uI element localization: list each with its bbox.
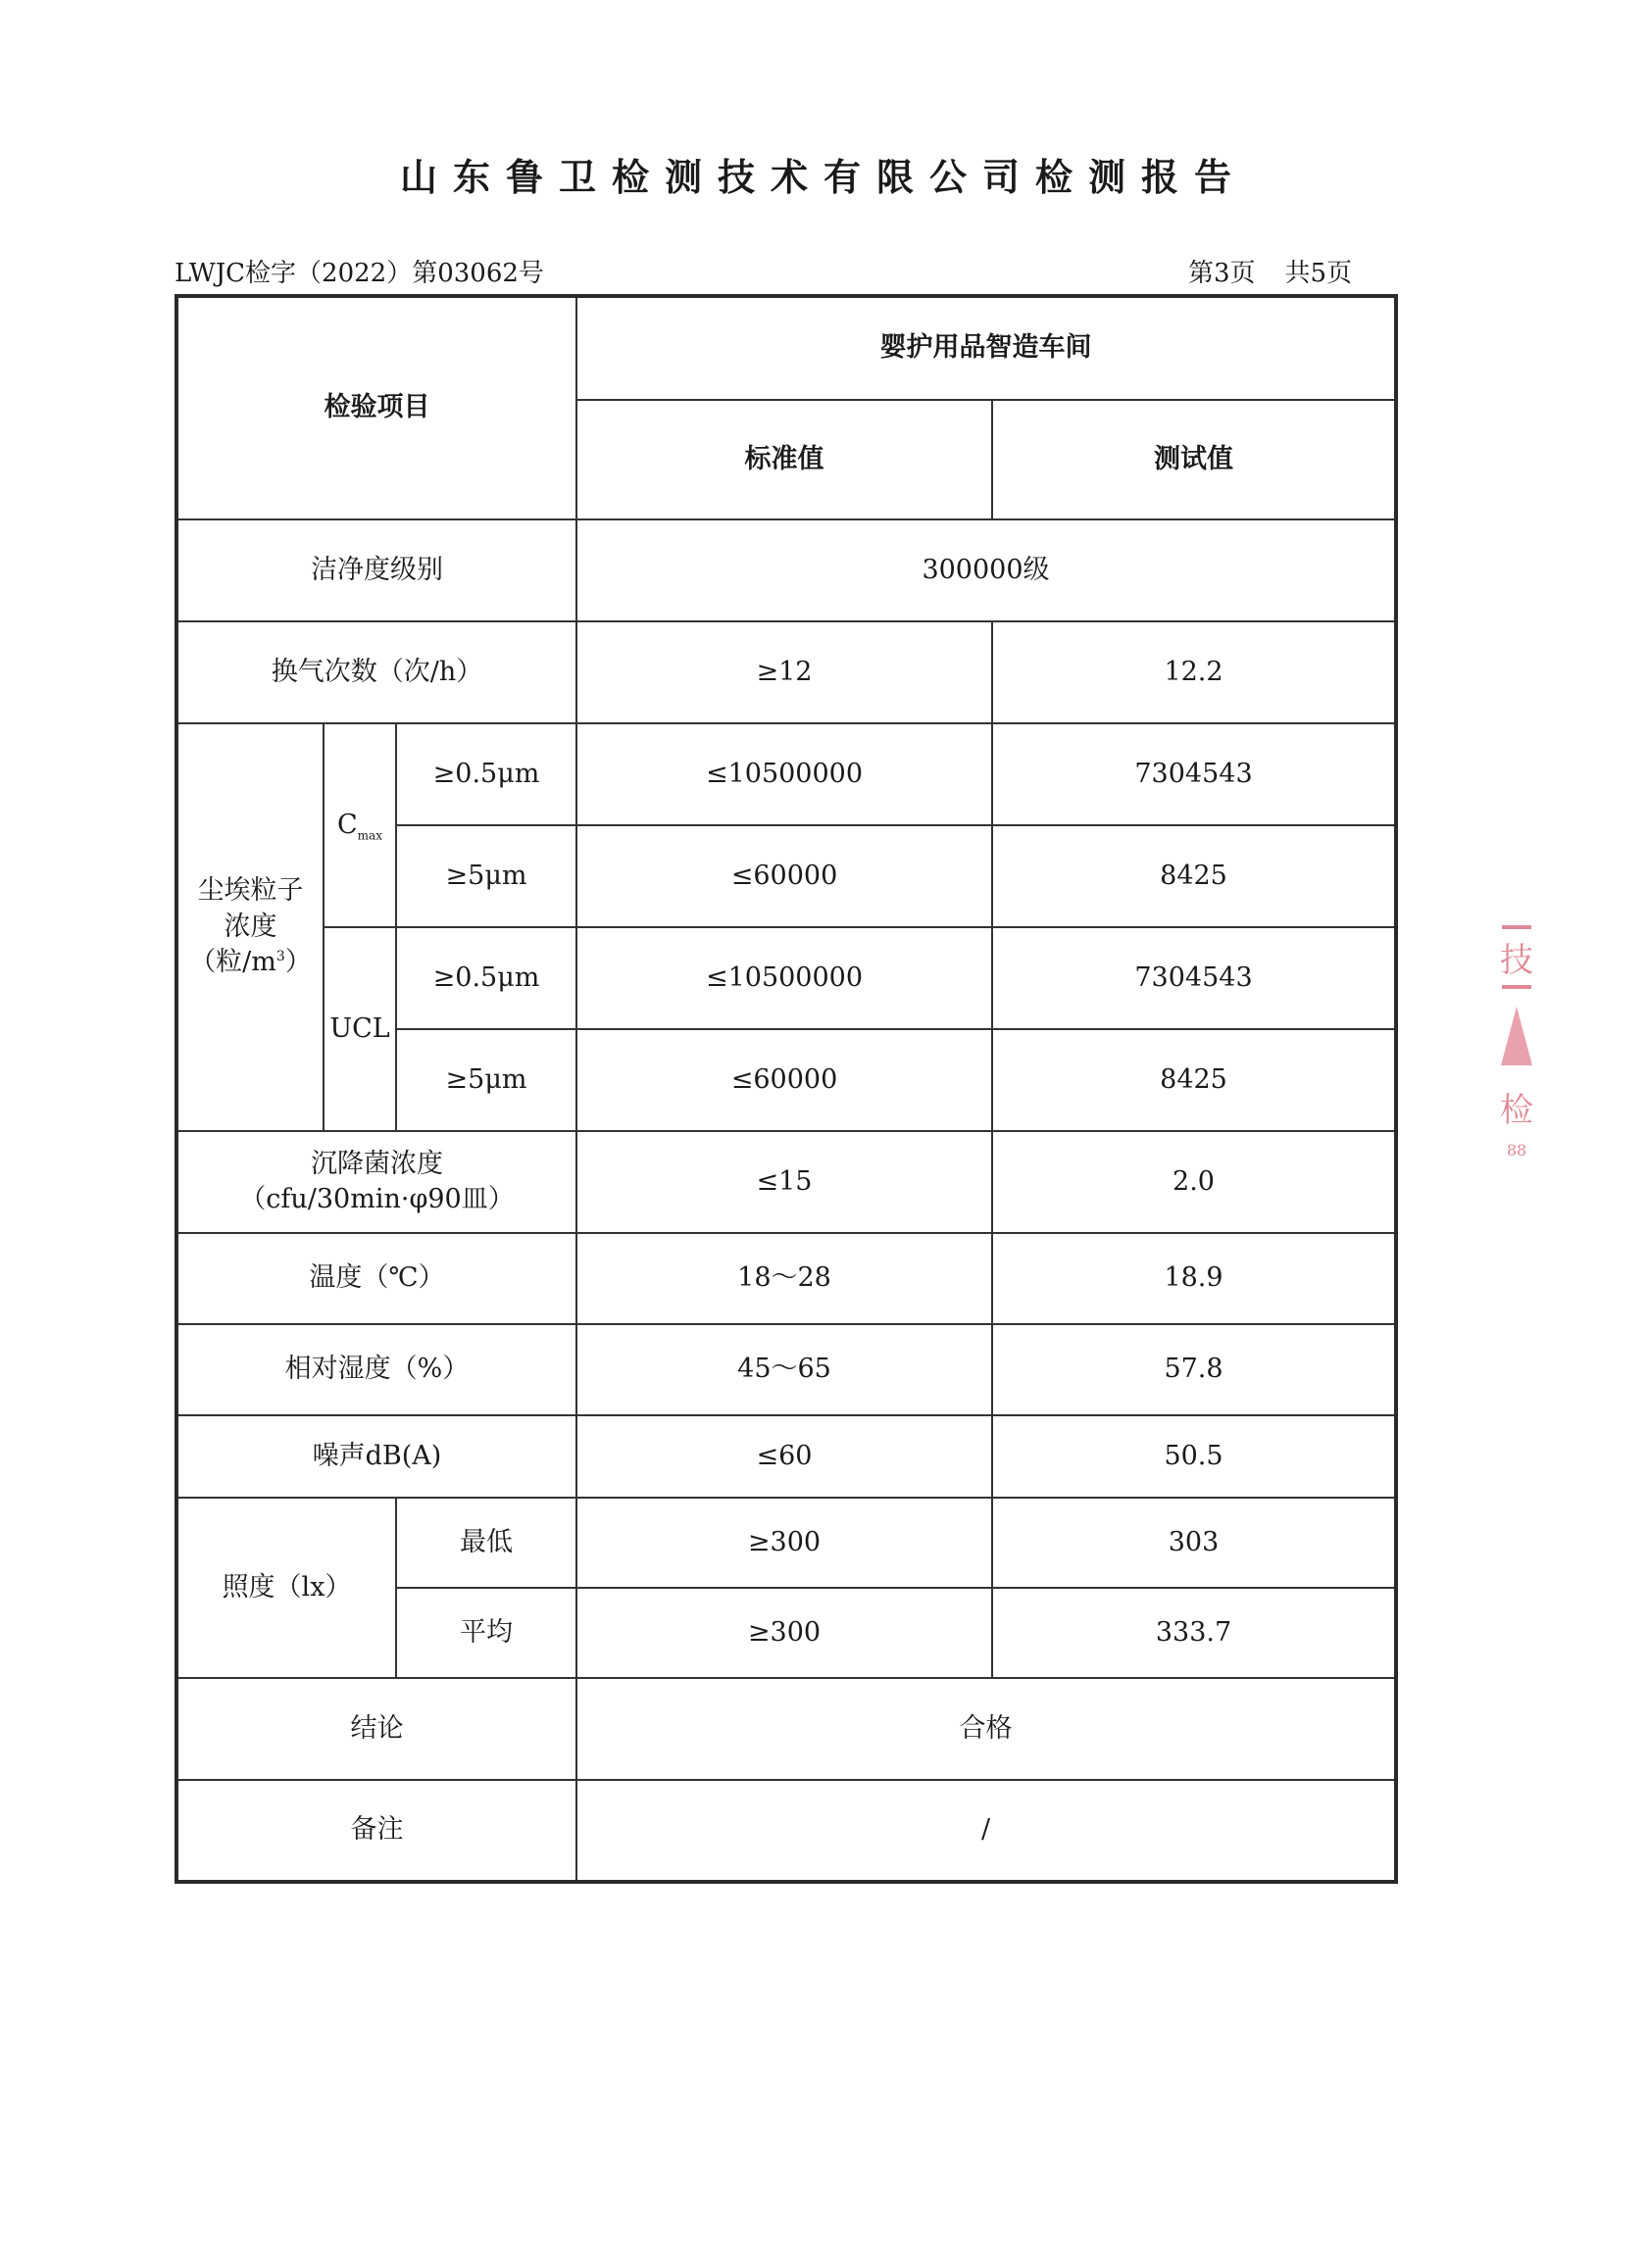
header-standard: 标准值 xyxy=(576,400,992,519)
stamp-number: 88 xyxy=(1506,1141,1527,1159)
illuminance-standard: ≥300 xyxy=(576,1498,992,1588)
dust-size: ≥0.5μm xyxy=(396,723,576,825)
dust-label-line3 xyxy=(178,945,323,980)
page-total: 共5页 xyxy=(1284,259,1353,288)
inspection-table xyxy=(175,294,1398,1884)
dust-size: ≥5μm xyxy=(396,825,576,927)
page-number: 第3页 xyxy=(1188,259,1256,288)
cmax-c: C xyxy=(337,809,358,840)
dust-standard: ≤10500000 xyxy=(576,723,992,825)
humidity-standard: 45～65 xyxy=(576,1324,992,1415)
dust-test: 7304543 xyxy=(992,927,1396,1029)
seal-stamp xyxy=(1500,921,1533,1215)
illuminance-standard: ≥300 xyxy=(576,1588,992,1678)
conclusion-label: 结论 xyxy=(176,1678,576,1780)
temperature-label: 温度（℃） xyxy=(176,1233,576,1324)
dust-unit-end: ） xyxy=(284,947,312,978)
header-item: 检验项目 xyxy=(176,296,576,519)
air-change-label: 换气次数（次/h） xyxy=(176,621,576,723)
dust-label-line1: 尘埃粒子 xyxy=(197,875,304,907)
illuminance-test: 303 xyxy=(992,1498,1396,1588)
remark-value: / xyxy=(576,1780,1396,1882)
noise-standard: ≤60 xyxy=(576,1415,992,1498)
dust-unit: （粒/m xyxy=(189,947,276,978)
settling-standard: ≤15 xyxy=(576,1131,992,1233)
air-change-test: 12.2 xyxy=(992,621,1396,723)
header-workshop: 婴护用品智造车间 xyxy=(576,296,1396,400)
air-change-standard: ≥12 xyxy=(576,621,992,723)
stamp-char: 技 xyxy=(1500,941,1533,980)
stamp-bar xyxy=(1502,985,1531,989)
stamp-mark xyxy=(1501,1007,1532,1065)
cleanliness-label: 洁净度级别 xyxy=(176,519,576,621)
noise-label: 噪声dB(A) xyxy=(176,1415,576,1498)
cmax-sub: max xyxy=(357,828,382,843)
dust-size: ≥5μm xyxy=(396,1029,576,1131)
dust-test: 8425 xyxy=(992,825,1396,927)
settling-test: 2.0 xyxy=(992,1131,1396,1233)
temperature-standard: 18～28 xyxy=(576,1233,992,1324)
settling-label-line1: 沉降菌浓度 xyxy=(311,1148,443,1179)
illuminance-label: 照度（lx） xyxy=(176,1498,396,1678)
conclusion-value: 合格 xyxy=(576,1678,1396,1780)
noise-test: 50.5 xyxy=(992,1415,1396,1498)
dust-unit-sup: 3 xyxy=(275,949,285,965)
temperature-test: 18.9 xyxy=(992,1233,1396,1324)
cleanliness-value: 300000级 xyxy=(576,519,1396,621)
stamp-char: 检 xyxy=(1500,1091,1533,1130)
illuminance-name: 平均 xyxy=(396,1588,576,1678)
dust-standard: ≤60000 xyxy=(576,1029,992,1131)
remark-label: 备注 xyxy=(176,1780,576,1882)
illuminance-name: 最低 xyxy=(396,1498,576,1588)
dust-label xyxy=(176,723,324,1131)
dust-test: 8425 xyxy=(992,1029,1396,1131)
dust-size: ≥0.5μm xyxy=(396,927,576,1029)
dust-standard: ≤10500000 xyxy=(576,927,992,1029)
illuminance-test: 333.7 xyxy=(992,1588,1396,1678)
header-test: 测试值 xyxy=(992,400,1396,519)
cmax-label xyxy=(324,723,396,927)
dust-test: 7304543 xyxy=(992,723,1396,825)
humidity-label: 相对湿度（%） xyxy=(176,1324,576,1415)
report-number: LWJC检字（2022）第03062号 xyxy=(175,259,544,288)
ucl-label: UCL xyxy=(324,927,396,1131)
dust-standard: ≤60000 xyxy=(576,825,992,927)
page-info xyxy=(1188,253,1352,289)
dust-label-line2: 浓度 xyxy=(224,911,277,942)
stamp-bar xyxy=(1502,925,1531,929)
report-title: 山东鲁卫检测技术有限公司检测报告 xyxy=(399,155,1247,199)
settling-label-line2: （cfu/30min·φ90皿） xyxy=(239,1184,515,1214)
settling-label xyxy=(176,1131,576,1233)
humidity-test: 57.8 xyxy=(992,1324,1396,1415)
